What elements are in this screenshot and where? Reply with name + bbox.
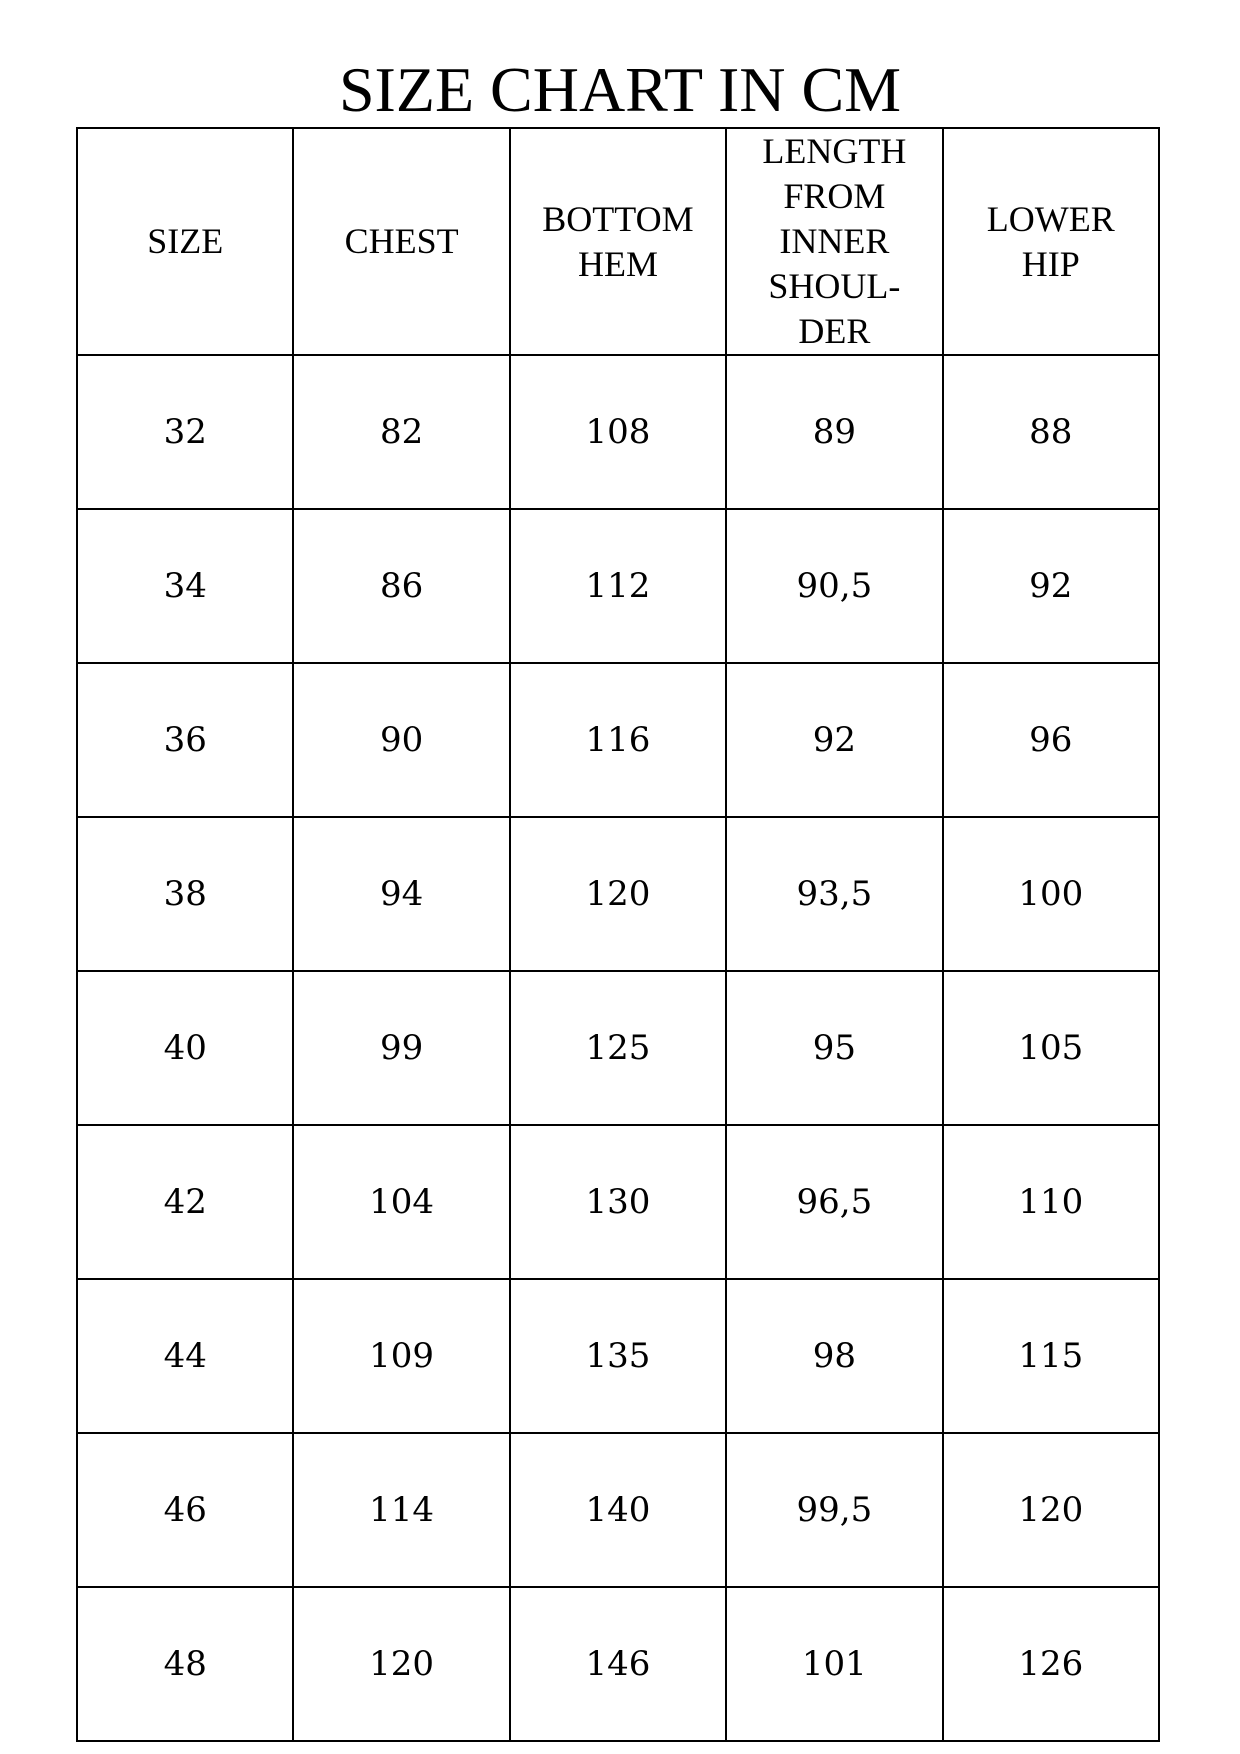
cell-bottom-hem: 130 [510, 1125, 726, 1279]
cell-bottom-hem: 112 [510, 509, 726, 663]
cell-length: 90,5 [726, 509, 942, 663]
cell-bottom-hem: 135 [510, 1279, 726, 1433]
table-row [77, 1433, 1159, 1587]
cell-chest: 120 [293, 1587, 509, 1741]
cell-size: 40 [77, 971, 293, 1125]
cell-lower-hip: 110 [943, 1125, 1159, 1279]
cell-lower-hip: 126 [943, 1587, 1159, 1741]
cell-chest: 114 [293, 1433, 509, 1587]
cell-chest: 90 [293, 663, 509, 817]
cell-length: 98 [726, 1279, 942, 1433]
cell-chest: 86 [293, 509, 509, 663]
cell-lower-hip: 105 [943, 971, 1159, 1125]
cell-length: 95 [726, 971, 942, 1125]
table-row [77, 1125, 1159, 1279]
cell-chest: 109 [293, 1279, 509, 1433]
table-row [77, 971, 1159, 1125]
cell-size: 42 [77, 1125, 293, 1279]
cell-size: 36 [77, 663, 293, 817]
table-row [77, 817, 1159, 971]
cell-size: 34 [77, 509, 293, 663]
cell-lower-hip: 92 [943, 509, 1159, 663]
cell-length: 99,5 [726, 1433, 942, 1587]
cell-lower-hip: 88 [943, 355, 1159, 509]
cell-bottom-hem: 125 [510, 971, 726, 1125]
cell-length: 89 [726, 355, 942, 509]
cell-size: 32 [77, 355, 293, 509]
cell-chest: 99 [293, 971, 509, 1125]
cell-bottom-hem: 116 [510, 663, 726, 817]
table-row [77, 509, 1159, 663]
column-header-lower-hip: LOWER HIP [943, 128, 1159, 355]
cell-bottom-hem: 108 [510, 355, 726, 509]
cell-size: 38 [77, 817, 293, 971]
cell-lower-hip: 120 [943, 1433, 1159, 1587]
cell-bottom-hem: 140 [510, 1433, 726, 1587]
table-row [77, 663, 1159, 817]
table-row [77, 1279, 1159, 1433]
table-row [77, 1587, 1159, 1741]
cell-length: 101 [726, 1587, 942, 1741]
cell-chest: 82 [293, 355, 509, 509]
column-header-size: SIZE [77, 128, 293, 355]
size-chart-table [76, 127, 1160, 1742]
cell-lower-hip: 100 [943, 817, 1159, 971]
cell-lower-hip: 115 [943, 1279, 1159, 1433]
column-header-length: LENGTH FROM INNER SHOUL- DER [726, 128, 942, 355]
cell-chest: 94 [293, 817, 509, 971]
cell-lower-hip: 96 [943, 663, 1159, 817]
column-header-bottom-hem: BOTTOM HEM [510, 128, 726, 355]
cell-size: 46 [77, 1433, 293, 1587]
cell-bottom-hem: 120 [510, 817, 726, 971]
cell-bottom-hem: 146 [510, 1587, 726, 1741]
table-row [77, 355, 1159, 509]
cell-length: 92 [726, 663, 942, 817]
cell-chest: 104 [293, 1125, 509, 1279]
cell-size: 44 [77, 1279, 293, 1433]
cell-length: 96,5 [726, 1125, 942, 1279]
column-header-chest: CHEST [293, 128, 509, 355]
cell-length: 93,5 [726, 817, 942, 971]
page-title: SIZE CHART IN CM [338, 54, 902, 125]
cell-size: 48 [77, 1587, 293, 1741]
header-row [77, 128, 1159, 355]
